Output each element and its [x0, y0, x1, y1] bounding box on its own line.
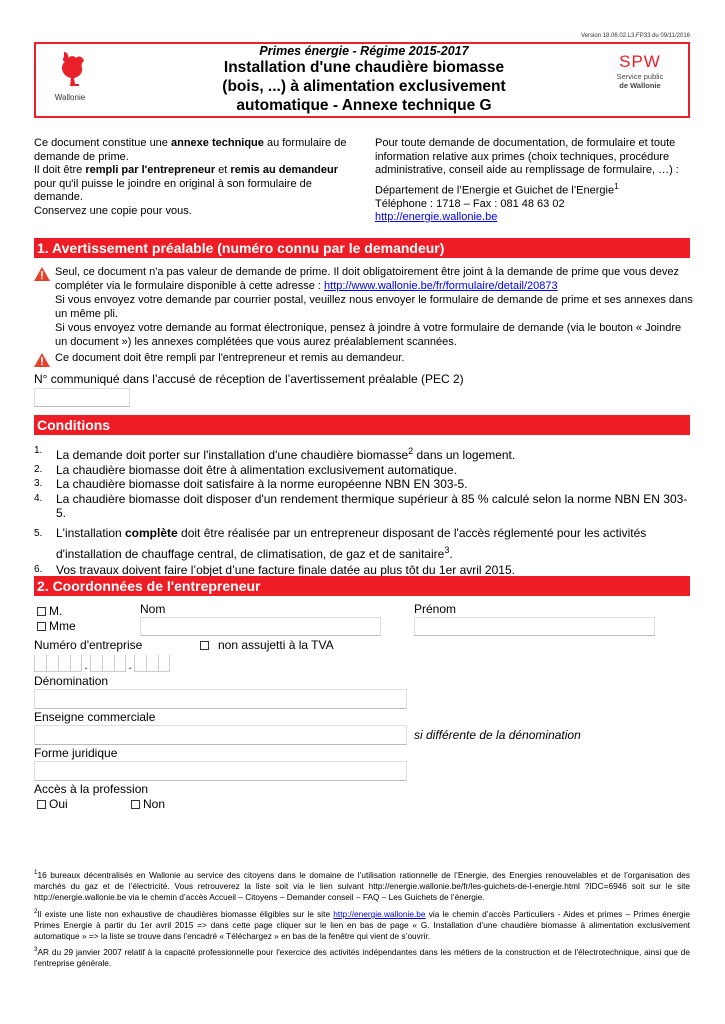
wallonie-logo: [50, 50, 90, 102]
conditions-list: [34, 444, 694, 577]
list-item: [34, 477, 694, 492]
text: Ce document doit être rempli par l'entrepreneur et remis au demandeur.: [55, 352, 405, 364]
checkbox-icon[interactable]: [37, 800, 46, 809]
text: La demande doit porter sur l'installation d'une chaudière biomasse: [56, 448, 409, 462]
warning-icon: [34, 267, 50, 281]
text: Vos travaux doivent faire l’objet d’une facture finale datée au plus tôt du 1er avril 2015.: [56, 562, 515, 577]
text: La chaudière biomasse doit satisfaire à la norme européenne NBN EN 303-5.: [56, 477, 468, 491]
checkbox-non-tva[interactable]: [200, 638, 334, 652]
label: Mme: [49, 619, 76, 633]
text: Ce document constitue une: [34, 137, 171, 149]
text-bold: rempli par l'entrepreneur: [85, 164, 216, 176]
text: pour qu'il puisse le joindre en original à son formulaire de demande.: [34, 177, 312, 203]
label: Oui: [49, 797, 68, 811]
item-number: 6.: [34, 563, 43, 575]
footnote-3: [34, 944, 690, 969]
energie-link[interactable]: http://energie.wallonie.be: [333, 908, 426, 919]
footnote-ref: 1: [614, 181, 619, 191]
footnote-ref: 2: [408, 446, 414, 456]
text: Seul, ce document n'a pas valeur de demande de prime. Il doit obligatoirement être joint à la demande de prime que vous devez compléter via le formulaire disponible à cette adresse :: [55, 266, 679, 292]
conditions-title: Conditions: [34, 415, 690, 435]
footnote-ref: 3: [444, 544, 450, 555]
title-line-3: automatique - Annexe technique G: [236, 97, 492, 114]
energie-link[interactable]: http://energie.wallonie.be: [375, 211, 498, 224]
denomination-input[interactable]: [34, 689, 407, 709]
num-entreprise-input[interactable]: . .: [34, 655, 170, 672]
list-item: [34, 444, 694, 463]
subtitle: Primes énergie - Régime 2015-2017: [259, 44, 469, 58]
text: au formulaire de demande de prime.: [34, 137, 347, 163]
item-number: 1.: [34, 445, 43, 456]
label: M.: [49, 604, 63, 618]
text: Conservez une copie pour vous.: [34, 204, 192, 217]
text: Si vous envoyez votre demande par courrier postal, veuillez nous envoyer le formulaire de demande de prime et ses annexes dans un même pli.: [55, 294, 693, 320]
checkbox-icon[interactable]: [200, 641, 209, 650]
text: AR du 29 janvier 2007 relatif à la capacité professionnelle pour l'exercice des activités indépendantes dans les métiers de la construction et de l'électrotechnique, ainsi que de l'entreprise générale.: [34, 946, 690, 968]
enseigne-note: si différente de la dénomination: [414, 728, 581, 742]
list-item: [34, 492, 694, 521]
text: L'installation: [56, 525, 125, 540]
text-bold: remis au demandeur: [230, 164, 339, 176]
forme-input[interactable]: [34, 761, 407, 781]
spw-mark: SPW: [619, 52, 661, 71]
title-line-2: (bois, ...) à alimentation exclusivement: [222, 78, 506, 95]
prenom-input[interactable]: [414, 617, 655, 636]
nom-label: Nom: [140, 602, 166, 616]
text-bold: annexe technique: [170, 137, 264, 149]
text: Pour toute demande de documentation, de formulaire et toute information relative aux primes (choix techniques, procédure administrative, conseil aide au remplissage de formulaire, …) :: [375, 137, 679, 176]
checkbox-icon[interactable]: [37, 622, 46, 631]
item-number: 2.: [34, 463, 43, 475]
warning-block-2: [34, 351, 694, 365]
nom-input[interactable]: [140, 617, 381, 636]
text: La chaudière biomasse doit disposer d'un rendement thermique supérieur à 85 % calculé selon la norme NBN EN 303-5.: [56, 491, 688, 520]
phone-fax: Téléphone : 1718 – Fax : 081 48 63 02: [375, 197, 565, 210]
footnote-number: 2: [34, 908, 38, 915]
text: doit être réalisée par un entrepreneur disposant de l'accès réglementé pour les activités d'installation de chauffage central, de climatisation, de gaz et de sanitaire: [56, 525, 647, 561]
item-number: 5.: [34, 527, 43, 539]
item-number: 4.: [34, 492, 43, 504]
denomination-label: Dénomination: [34, 674, 109, 688]
text: Il existe une liste non exhaustive de chaudières biomasse éligibles sur le site: [37, 908, 334, 919]
acces-label: Accès à la profession: [34, 782, 149, 796]
checkbox-icon[interactable]: [37, 607, 46, 616]
section1-title: 1. Avertissement préalable (numéro connu par le demandeur): [34, 238, 690, 258]
spw-line1: Service public: [616, 72, 664, 81]
footnote-number: 3: [34, 946, 38, 953]
list-item: [34, 463, 694, 478]
checkbox-oui[interactable]: [37, 797, 68, 811]
list-item: [34, 563, 694, 578]
form-link[interactable]: http://www.wallonie.be/fr/formulaire/detail/20873: [324, 280, 558, 292]
label: non assujetti à la TVA: [218, 638, 334, 652]
rooster-icon: [54, 50, 86, 86]
footnote-2: [34, 906, 690, 942]
title-line-1: Installation d'une chaudière biomasse: [223, 59, 505, 76]
spw-line2: de Wallonie: [619, 81, 661, 90]
num-entreprise-label: Numéro d'entreprise: [34, 638, 143, 652]
intro-right: [375, 137, 690, 225]
text: La chaudière biomasse doit être à alimentation exclusivement automatique.: [56, 462, 457, 477]
list-item: [34, 525, 694, 563]
text: Département de l’Energie et Guichet de l’Energie: [375, 184, 615, 197]
text: et: [215, 164, 231, 176]
pec-input[interactable]: [34, 388, 130, 407]
intro-left: [34, 137, 352, 218]
spw-logo: [610, 52, 670, 90]
header-box: [34, 42, 690, 118]
checkbox-icon[interactable]: [131, 800, 140, 809]
text: Si vous envoyez votre demande au format électronique, pensez à joindre à votre formulaire de demande (via le bouton « Joindre un document ») les annexes complétées que vous aurez préalablement scannées.: [55, 322, 682, 348]
forme-label: Forme juridique: [34, 746, 118, 760]
item-number: 3.: [34, 478, 43, 489]
footnote-number: 1: [34, 869, 38, 876]
text: .: [449, 546, 453, 561]
text: dans un logement.: [413, 448, 516, 462]
footnote-1: [34, 867, 690, 903]
enseigne-label: Enseigne commerciale: [34, 710, 156, 724]
version-label: Version 18.06.02.L3.FP33 du 09/11/2016: [581, 33, 690, 39]
warning-block-1: [34, 265, 694, 349]
text-bold: complète: [125, 525, 178, 540]
enseigne-input[interactable]: [34, 725, 407, 745]
label: Non: [143, 797, 166, 811]
text: Il doit être: [34, 164, 86, 176]
warning-icon: [34, 353, 50, 367]
section2-title: 2. Coordonnées de l'entrepreneur: [34, 576, 690, 596]
prenom-label: Prénom: [414, 602, 457, 616]
checkbox-non[interactable]: [131, 797, 165, 811]
checkbox-m[interactable]: [37, 604, 62, 618]
pec-label: N° communiqué dans l’accusé de réception de l’avertissement préalable (PEC 2): [34, 372, 464, 386]
wallonie-logo-text: Wallonie: [54, 93, 86, 102]
text: 16 bureaux décentralisés en Wallonie au service des citoyens dans le domaine de l’utilisation rationnelle de l’Energie, des Energies renouvelables et de l’organisation des marchés du gaz et de l’électricité. Vous retrouverez la liste soit via le lien suivant http://energie.wallonie.be/fr/les-guichets-de-l-energie.html ?IDC=6946 soit sur le site http://energie.wallonie.be via le chemin d’accès Accueil – Citoyens – Demander conseil – FAQ – Les Guichets de l’énergie.: [34, 869, 690, 902]
checkbox-mme[interactable]: [37, 619, 76, 633]
text: via le chemin d’accès Particuliers - Aides et primes – Primes énergie Primes Energie à partir du 1er avril 2015 => dans cette page cliquer sur le lien en bas de page « G. Installation d’une chaudière biomasse à alimentation exclusivement automatique » => la liste se trouve dans l’encadré « Téléchargez » en bas de la fenêtre qui vient de s’ouvrir.: [34, 908, 690, 941]
